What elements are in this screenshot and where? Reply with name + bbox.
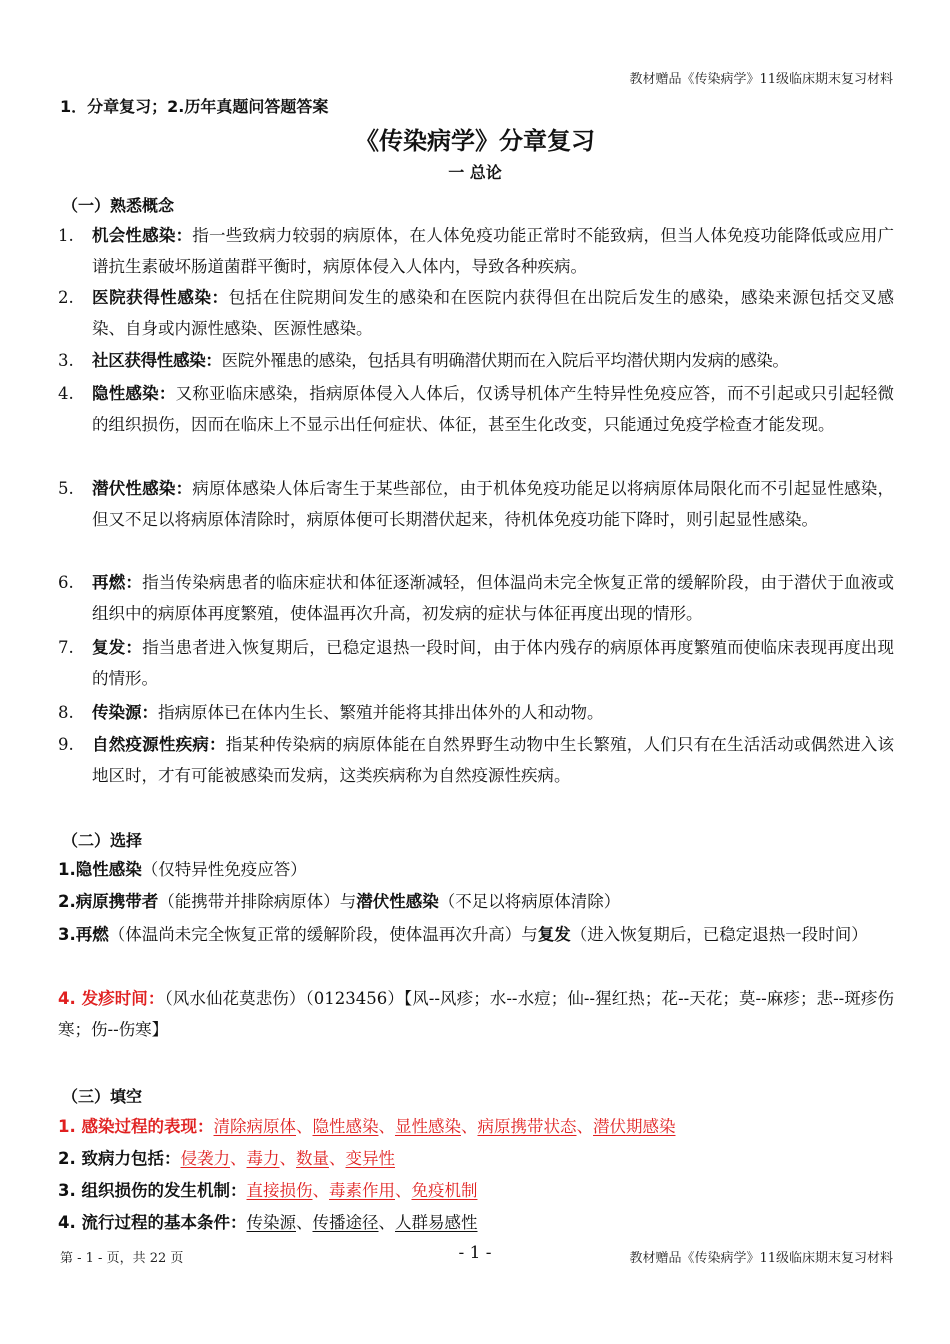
choice-note: （进入恢复期后，已稳定退热一段时间） <box>570 925 868 944</box>
separator: 、 <box>296 1213 313 1232</box>
item-term: 医院获得性感染： <box>92 288 229 307</box>
choice-note: （体温尚未完全恢复正常的缓解阶段，使体温再次升高）与 <box>108 925 538 944</box>
chapter-heading: 一 总论 <box>448 163 502 182</box>
fill-answer: 毒力 <box>246 1149 280 1168</box>
fill-answer: 病原携带状态 <box>477 1117 577 1136</box>
item-text: 指当患者进入恢复期后，已稳定退热一段时间，由于体内残存的病原体再度繁殖而使临床表现再度出现的情形。 <box>92 638 895 688</box>
rash-time-label: 4. 发疹时间： <box>58 989 165 1008</box>
choice-note: （能携带并排除病原体）与 <box>158 892 357 911</box>
header-right-text: 教材赠品《传染病学》11级临床期末复习材料 <box>629 72 893 87</box>
item-number: 9. <box>58 735 74 754</box>
item-term: 传染源： <box>92 703 158 722</box>
choice-line-2 <box>58 886 894 917</box>
item-text: 指病原体已在体内生长、繁殖并能将其排出体外的人和动物。 <box>158 703 604 722</box>
item-text: 指某种传染病的病原体能在自然界野生动物中生长繁殖，人们只有在生活活动或偶然进入该地区时，才有可能被感染而发病，这类疾病称为自然疫源性疾病。 <box>92 735 895 785</box>
choice-line-4 <box>58 983 894 1045</box>
item-number: 5. <box>58 479 74 498</box>
fill-line-2 <box>58 1143 894 1174</box>
item-number: 7. <box>58 638 74 657</box>
separator: 、 <box>279 1149 296 1168</box>
footer-right-text: 教材赠品《传染病学》11级临床期末复习材料 <box>629 1251 893 1266</box>
separator: 、 <box>230 1149 247 1168</box>
item-number: 2. <box>58 288 74 307</box>
fill-line-3 <box>58 1175 894 1206</box>
concept-item-1 <box>58 220 894 282</box>
fill-answer: 清除病原体 <box>213 1117 296 1136</box>
separator: 、 <box>378 1213 395 1232</box>
fill-answer: 免疫机制 <box>411 1181 478 1200</box>
line-prefix: 3. <box>58 925 76 944</box>
concept-item-3 <box>58 345 894 376</box>
concept-item-2 <box>58 282 894 344</box>
page-title: 《传染病学》分章复习 <box>355 127 595 155</box>
fill-label: 4. 流行过程的基本条件： <box>58 1213 247 1232</box>
fill-label: 2. 致病力包括： <box>58 1149 181 1168</box>
concept-item-8 <box>58 697 894 728</box>
fill-label: 1. 感染过程的表现： <box>58 1117 214 1136</box>
concept-item-7 <box>58 632 894 694</box>
footer-page-info: 第 - 1 - 页，共 22 页 <box>60 1251 184 1266</box>
fill-answer: 人群易感性 <box>395 1213 478 1232</box>
line-prefix: 2. <box>58 892 76 911</box>
header-left-text: 1．分章复习；2.历年真题问答题答案 <box>60 97 329 116</box>
item-number: 3. <box>58 351 74 370</box>
fill-answer: 毒素作用 <box>329 1181 395 1200</box>
item-term: 隐性感染： <box>92 384 176 403</box>
separator: 、 <box>378 1117 395 1136</box>
fill-answer: 隐性感染 <box>312 1117 379 1136</box>
choice-term: 潜伏性感染 <box>356 892 439 911</box>
item-text: 包括在住院期间发生的感染和在医院内获得但在出院后发生的感染，感染来源包括交叉感染、自身或内源性感染、医源性感染。 <box>92 288 895 338</box>
item-term: 机会性感染： <box>92 226 193 245</box>
item-text: 又称亚临床感染，指病原体侵入人体后，仅诱导机体产生特异性免疫应答，而不引起或只引起轻微的组织损伤，因而在临床上不显示出任何症状、体征，甚至生化改变，只能通过免疫学检查才能发现。 <box>92 384 895 434</box>
item-number: 4. <box>58 384 74 403</box>
separator: 、 <box>312 1181 329 1200</box>
section1-heading: （一）熟悉概念 <box>62 196 175 215</box>
item-term: 复发： <box>92 638 143 657</box>
concept-item-9 <box>58 729 894 791</box>
item-text: 指一些致病力较弱的病原体，在人体免疫功能正常时不能致病，但当人体免疫功能降低或应用广谱抗生素破坏肠道菌群平衡时，病原体侵入人体内，导致各种疾病。 <box>92 226 895 276</box>
fill-answer: 潜伏期感染 <box>593 1117 676 1136</box>
item-text: 病原体感染人体后寄生于某些部位，由于机体免疫功能足以将病原体局限化而不引起显性感染，但又不足以将病原体清除时，病原体便可长期潜伏起来，待机体免疫功能下降时，则引起显性感染。 <box>92 479 895 529</box>
fill-label: 3. 组织损伤的发生机制： <box>58 1181 247 1200</box>
choice-term: 再燃 <box>75 925 109 944</box>
fill-answer: 传播途径 <box>312 1213 379 1232</box>
choice-line-1 <box>58 854 894 885</box>
item-term: 潜伏性感染： <box>92 479 193 498</box>
choice-term: 隐性感染 <box>75 860 142 879</box>
choice-line-3 <box>58 919 894 950</box>
item-number: 6. <box>58 573 74 592</box>
line-prefix: 1. <box>58 860 76 879</box>
item-number: 1. <box>58 226 74 245</box>
item-term: 社区获得性感染： <box>92 351 222 370</box>
choice-note: （仅特异性免疫应答） <box>141 860 307 879</box>
item-text: 指当传染病患者的临床症状和体征逐渐减轻，但体温尚未完全恢复正常的缓解阶段，由于潜伏于血液或组织中的病原体再度繁殖，使体温再次升高，初发病的症状与体征再度出现的情形。 <box>92 573 895 623</box>
separator: 、 <box>576 1117 593 1136</box>
fill-answer: 侵袭力 <box>180 1149 230 1168</box>
section2-heading: （二）选择 <box>62 831 143 850</box>
fill-answer: 传染源 <box>246 1213 296 1232</box>
rash-time-text: （风水仙花莫悲伤）（0123456）【风--风疹；水--水痘；仙--猩红热；花--天花；莫--麻疹；悲--斑疹伤寒；伤--伤寒】 <box>58 989 894 1039</box>
choice-term: 复发 <box>537 925 571 944</box>
footer-page-number: - 1 - <box>458 1243 492 1263</box>
item-term: 自然疫源性疾病： <box>92 735 226 754</box>
fill-answer: 显性感染 <box>395 1117 461 1136</box>
fill-answer: 变异性 <box>345 1149 395 1168</box>
concept-item-6 <box>58 567 894 629</box>
choice-term: 病原携带者 <box>75 892 159 911</box>
fill-line-1 <box>58 1111 894 1142</box>
item-number: 8. <box>58 703 74 722</box>
separator: 、 <box>296 1117 313 1136</box>
concept-item-5 <box>58 473 894 535</box>
item-text: 医院外罹患的感染，包括具有明确潜伏期而在入院后平均潜伏期内发病的感染。 <box>221 351 789 370</box>
section3-heading: （三）填空 <box>62 1087 143 1106</box>
fill-answer: 数量 <box>296 1149 329 1168</box>
fill-answer: 直接损伤 <box>246 1181 313 1200</box>
separator: 、 <box>329 1149 346 1168</box>
choice-note: （不足以将病原体清除） <box>438 892 621 911</box>
concept-item-4 <box>58 378 894 440</box>
separator: 、 <box>395 1181 412 1200</box>
fill-line-4 <box>58 1207 894 1238</box>
separator: 、 <box>461 1117 478 1136</box>
item-term: 再燃： <box>92 573 143 592</box>
